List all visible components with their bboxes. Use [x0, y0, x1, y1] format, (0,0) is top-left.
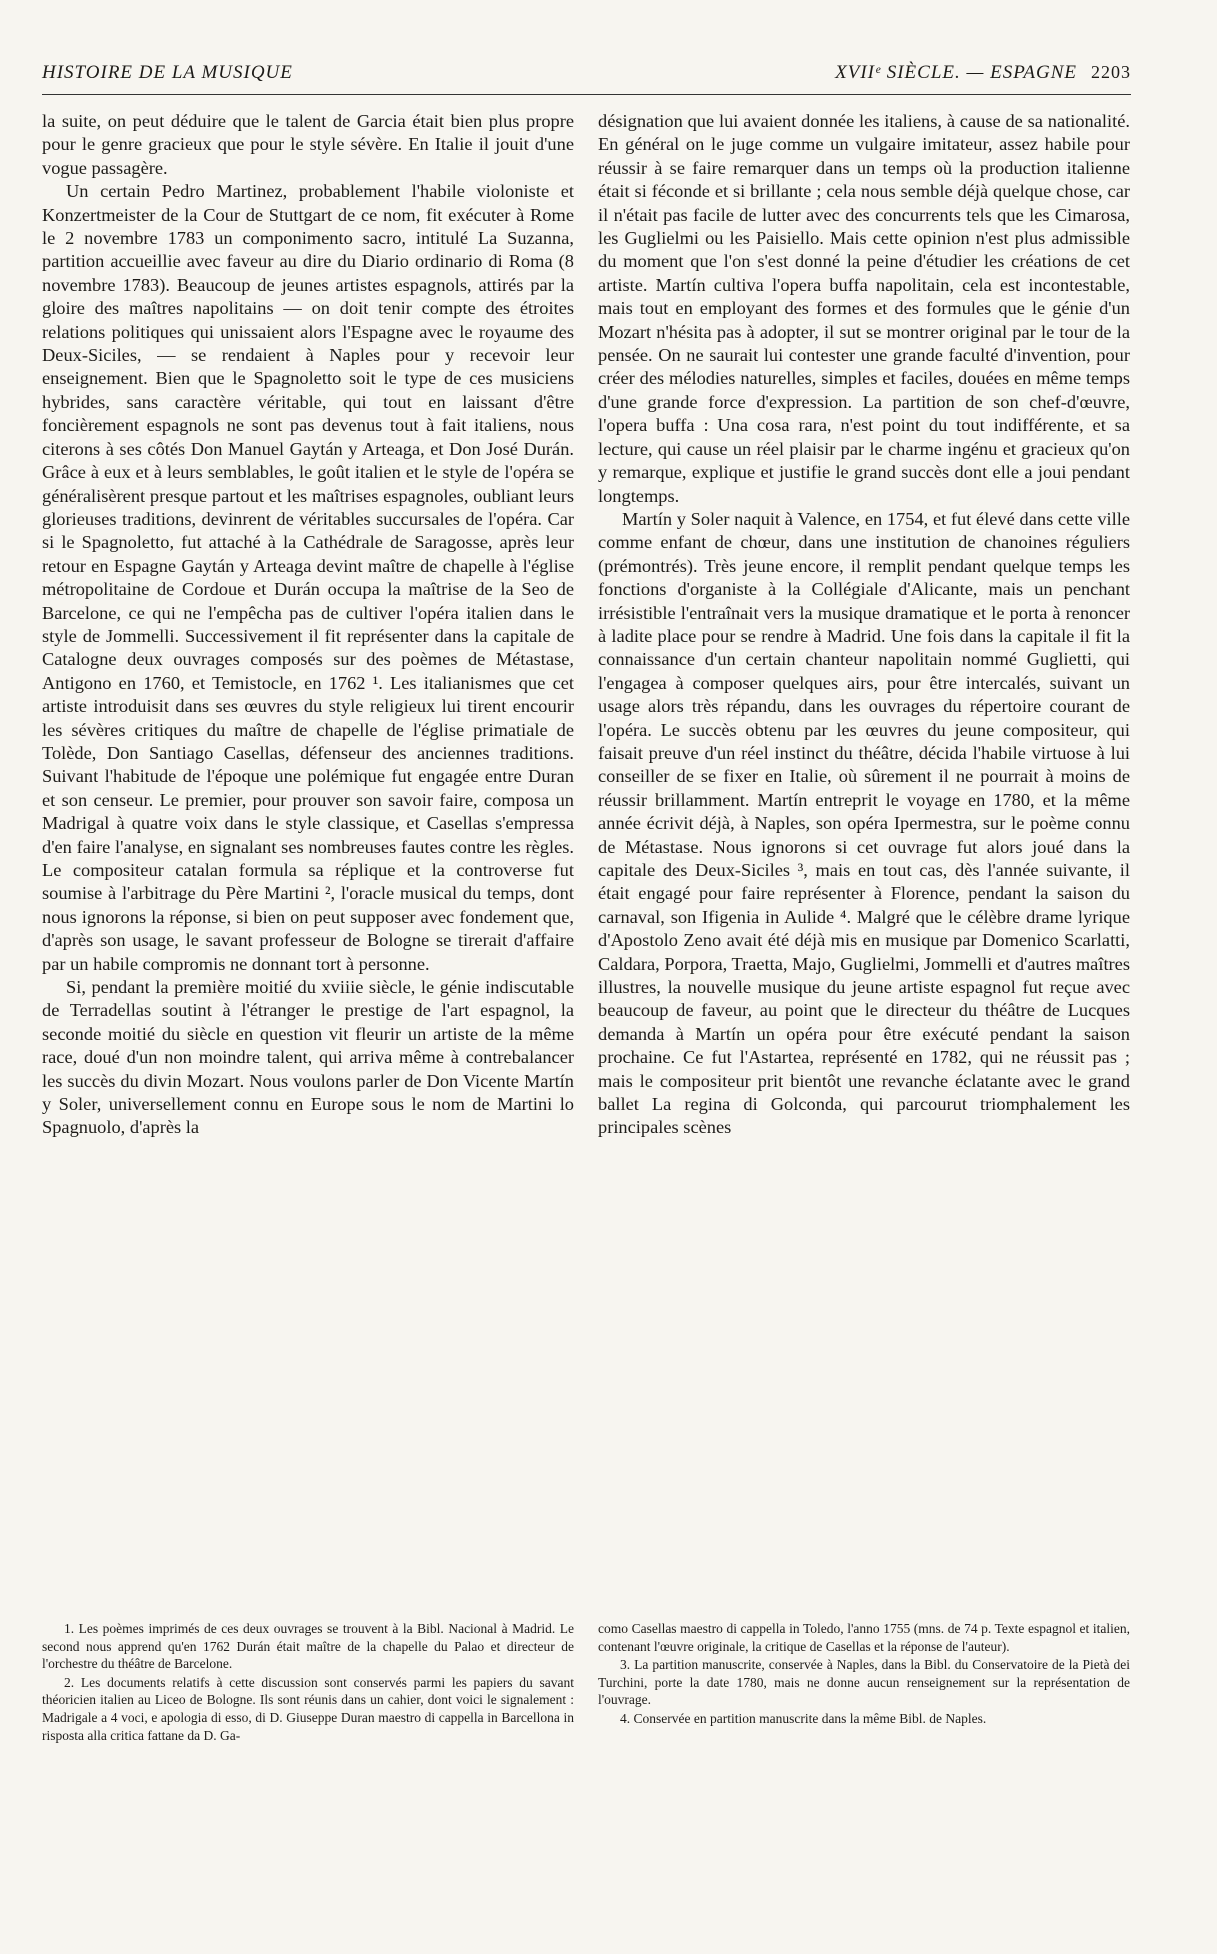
footnote: 4. Conservée en partition manuscrite dans la même Bibl. de Naples.	[620, 1710, 987, 1726]
footnotes-right	[598, 1620, 1130, 1729]
paragraph: Si, pendant la première moitié du xviiie siècle, le génie indiscutable de Terradellas soutint à l'étranger le prestige de l'art espagnol, la seconde moitié du siècle en question vit fleurir un artiste de la même race, doué d'un non moindre talent, qui arriva même à contrebalancer les succès du divin Mozart. Nous voulons parler de Don Vicente Martín y Soler, universellement connu en Europe sous le nom de Martini lo Spagnuolo, d'après la	[42, 977, 574, 1138]
paragraph: Martín y Soler naquit à Valence, en 1754, et fut élevé dans cette ville comme enfant de chœur, dans une institution de chanoines réguliers (prémontrés). Très jeune encore, il remplit pendant quelque temps les fonctions d'organiste à la Collégiale d'Alicante, mais un penchant irrésistible l'entraînait vers la musique dramatique et le porta à renoncer à ladite place pour se rendre à Madrid. Une fois dans la capitale il fit la connaissance d'un certain chanteur napolitain nommé Guglietti, qui l'engagea à composer quelques airs, pour être intercalés, suivant un usage alors très répandu, dans les ouvrages du répertoire courant de l'opéra. Le succès obtenu par les œuvres du jeune compositeur, qui faisait preuve d'un réel instinct du théâtre, décida l'habile virtuose à lui conseiller de se fixer en Italie, où sûrement il ne pourrait à moins de réussir brillamment. Martín entreprit le voyage en 1780, et la même année écrivit déjà, à Naples, son opéra Ipermestra, sur le poème connu de Métastase. Nous ignorons si cet ouvrage fut alors joué dans la capitale des Deux-Siciles ³, mais en tout cas, dès l'année suivante, il était engagé pour faire représenter à Florence, pendant la saison du carnaval, son Ifigenia in Aulide ⁴. Malgré que le célèbre drame lyrique d'Apostolo Zeno avait été déjà mis en musique par Domenico Scarlatti, Caldara, Porpora, Traetta, Majo, Guglielmi, Jommelli et d'autres maîtres illustres, la nouvelle musique du jeune artiste espagnol fut reçue avec beaucoup de faveur, au point que le directeur du théâtre de Lucques demanda à Martín un opéra pour être exécuté pendant la saison prochaine. Ce fut l'Astartea, représenté en 1782, qui ne réussit pas ; mais le compositeur prit bientôt une revanche éclatante avec le grand ballet La regina di Golconda, qui parcourut triomphalement les principales scènes	[598, 508, 1130, 1138]
paragraph: Un certain Pedro Martinez, probablement l'habile violoniste et Konzertmeister de la Cour de Stuttgart de ce nom, fit exécuter à Rome le 2 novembre 1783 un componimento sacro, intitulé La Suzanna, partition accueillie avec faveur au dire du Diario ordinario di Roma (8 novembre 1783). Beaucoup de jeunes artistes espagnols, attirés par la gloire des maîtres napolitains — on doit tenir compte des étroites relations politiques qui unissaient alors l'Espagne avec le royaume des Deux-Siciles, — se rendaient à Naples pour y recevoir leur enseignement. Bien que le Spagnoletto soit le type de ces musiciens hybrides, sans caractère véritable, qui tout en laissant d'être foncièrement espagnols ne sont pas devenus tout à fait italiens, nous citerons à ses côtés Don Manuel Gaytán y Arteaga, et Don José Durán. Grâce à eux et à leurs semblables, le goût italien et le style de l'opéra se généralisèrent presque partout et les maîtrises espagnoles, oubliant leurs glorieuses traditions, devinrent de véritables succursales de l'opéra. Car si le Spagnoletto, fut attaché à la Cathédrale de Saragosse, après leur retour en Espagne Gaytán y Arteaga devint maître de chapelle à l'église métropolitaine de Cordoue et Durán occupa la maîtrise de la Seo de Barcelone, ce qui ne l'empêcha pas de cultiver l'opéra italien dans le style de Jommelli. Successivement il fit représenter dans la capitale de Catalogne deux ouvrages composés sur des poèmes de Métastase, Antigono en 1760, et Temistocle, en 1762 ¹. Les italianismes que cet artiste introduisit dans ses œuvres du style religieux lui tirent encourir les sévères critiques du maître de chapelle de l'église primatiale de Tolède, Don Santiago Casellas, défenseur des anciennes traditions. Suivant l'habitude de l'époque une polémique fut engagée entre Duran et son censeur. Le premier, pour prouver son savoir faire, composa un Madrigal à quatre voix dans le style classique, et Casellas s'empressa d'en faire l'analyse, en signalant ses nombreuses fautes contre les règles. Le compositeur catalan formula sa réplique et la controverse fut soumise à l'arbitrage du Père Martini ², l'oracle musical du temps, dont nous ignorons la réponse, si bien on peut supposer avec fondement que, d'après son usage, le savant professeur de Bologne se tirerait d'affaire par un habile compromis ne donnant tort à personne.	[42, 181, 574, 974]
footnotes-left	[42, 1620, 574, 1745]
footnote-continued: como Casellas maestro di cappella in Toledo, l'anno 1755 (mns. de 74 p. Texte espagnol et italien, contenant l'œuvre originale, la critique de Casellas et la réponse de l'auteur).	[598, 1621, 1130, 1654]
footnote: 1. Les poèmes imprimés de ces deux ouvrages se trouvent à la Bibl. Nacional à Madrid. Le second nous apprend qu'en 1762 Durán était maître de la chapelle du Palao et directeur de l'orchestre du théâtre de Barcelone.	[42, 1621, 574, 1672]
page-number: 2203	[1091, 62, 1131, 82]
footnote: 3. La partition manuscrite, conservée à Naples, dans la Bibl. du Conservatoire de la Pietà dei Turchini, porte la date 1780, mais ne donne aucun renseignement sur la représentation de l'ouvrage.	[598, 1657, 1130, 1708]
header-section	[835, 62, 1131, 84]
left-column	[42, 110, 574, 1600]
header-book-title: HISTOIRE DE LA MUSIQUE	[42, 62, 293, 83]
header-section-title: XVIIᵉ SIÈCLE. — ESPAGNE	[835, 62, 1077, 83]
header-rule	[42, 94, 1131, 95]
paragraph: la suite, on peut déduire que le talent de Garcia était bien plus propre pour le genre gracieux que pour le style sévère. En Italie il jouit d'une vogue passagère.	[42, 111, 574, 178]
paragraph: désignation que lui avaient donnée les italiens, à cause de sa nationalité. En général on le juge comme un vulgaire imitateur, assez habile pour réussir à se faire remarquer dans un temps où la production italienne était si féconde et si brillante ; cela nous semble déjà quelque chose, car il n'était pas facile de lutter avec des concurrents tels que les Cimarosa, les Guglielmi ou les Paisiello. Mais cette opinion n'est plus admissible du moment que l'on s'est donné la peine d'étudier les créations de cet artiste. Martín cultiva l'opera buffa napolitain, cela est incontestable, mais tout en employant des formes et des formules que le génie d'un Mozart n'hésita pas à adopter, il sut se montrer original par le tour de la pensée. On ne saurait lui contester une grande faculté d'invention, pour créer des mélodies naturelles, simples et faciles, douées en même temps d'une grande force d'expression. La partition de son chef-d'œuvre, l'opera buffa : Una cosa rara, n'est point du tout indifférente, et sa lecture, qui cause un réel plaisir par le charme ingénu et gracieux qu'on y remarque, explique et justifie le grand succès dont elle a joui pendant longtemps.	[598, 111, 1130, 506]
footnote: 2. Les documents relatifs à cette discussion sont conservés parmi les papiers du savant théoricien italien au Liceo de Bologne. Ils sont réunis dans un cahier, dont voici le signalement : Madrigale a 4 voci, e apologia di esso, di D. Giuseppe Duran maestro di cappella in Barcellona in risposta alla critica fattane da D. Ga-	[42, 1674, 574, 1743]
running-header	[42, 62, 1131, 92]
right-column	[598, 110, 1130, 1610]
